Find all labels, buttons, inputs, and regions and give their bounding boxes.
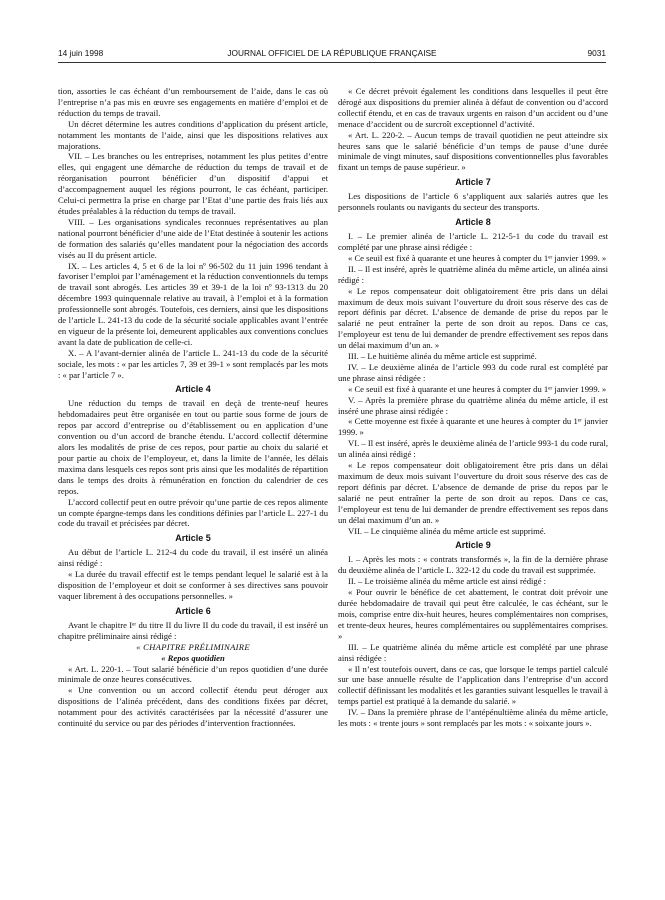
- paragraph: « Cette moyenne est fixée à quarante et une heures à compter du 1ᵉʳ janvier 1999. »: [338, 416, 608, 438]
- paragraph: I. – Le premier alinéa de l’article L. 212-5-1 du code du travail est complété par une phrase ainsi rédigée :: [338, 231, 608, 252]
- page-number: 9031: [587, 48, 606, 58]
- paragraph: VI. – Il est inséré, après le deuxième alinéa de l’article 993-1 du code rural, un alinéa ainsi rédigé :: [338, 438, 608, 460]
- article-heading: Article 8: [455, 217, 491, 228]
- paragraph: V. – Après la première phrase du quatrième alinéa du même article, il est inséré une phrase ainsi rédigée :: [338, 394, 608, 416]
- header-rule: [58, 62, 606, 63]
- article-heading: Article 6: [175, 605, 211, 616]
- paragraph: « Ce seuil est fixé à quarante et une heures à compter du 1ᵉʳ janvier 1999. »: [348, 383, 607, 394]
- paragraph: « La durée du travail effectif est le temps pendant lequel le salarié est à la disposition de l’employeur et doit se conformer à ses directives sans pouvoir vaquer librement à des occupations personnelles. »: [58, 569, 328, 601]
- paragraph: IV. – Dans la première phrase de l’antépénultième alinéa du même article, les mots : « trente jours » sont remplacés par les mots : « soixante jours ».: [338, 707, 608, 729]
- paragraph: « Une convention ou un accord collectif étendu peut déroger aux dispositions de l’alinéa précédent, dans des conditions fixées par décret, notamment pour des activités caractérisées par la nécessité d’assurer une continuité du service ou par des périodes d’intervention fractionnées.: [58, 685, 328, 729]
- paragraph: L’accord collectif peut en outre prévoir qu’une partie de ces repos alimente un compte épargne-temps dans les conditions définies par l’article L. 227-1 du code du travail et précisées par décret.: [58, 496, 328, 529]
- paragraph: VIII. – Les organisations syndicales reconnues représentatives au plan national pourront bénéficier d’une aide de l’Etat destinée à soutenir les actions de formation des salariés qu’elles mandatent pour la négociation des accords visés au II du présent article.: [58, 216, 328, 260]
- chapter-heading: « CHAPITRE PRÉLIMINAIRE: [136, 641, 250, 652]
- paragraph: « Ce seuil est fixé à quarante et une heures à compter du 1ᵉʳ janvier 1999. »: [348, 252, 607, 263]
- paragraph: Au début de l’article L. 212-4 du code du travail, il est inséré un alinéa ainsi rédigé :: [58, 547, 328, 569]
- article-heading: Article 4: [175, 384, 211, 395]
- left-column: [58, 86, 328, 876]
- paragraph: III. – Le huitième alinéa du même article est supprimé.: [348, 351, 537, 362]
- paragraph: II. – Le troisième alinéa du même article est ainsi rédigé :: [348, 576, 547, 587]
- paragraph: « Ce décret prévoit également les conditions dans lesquelles il peut être dérogé aux dispositions du premier alinéa à défaut de convention ou d’accord collectif étendu, et en cas de travaux urgents en raison d’un accident ou d’une menace d’accident ou de surcroît exceptionnel d’activité.: [338, 86, 608, 129]
- paragraph: X. – A l’avant-dernier alinéa de l’article L. 241-13 du code de la sécurité sociale, les mots : « par les articles 7, 39 et 39-1 » sont remplacés par les mots : « par l’article 7 ».: [58, 347, 328, 380]
- paragraph: « Le repos compensateur doit obligatoirement être pris dans un délai maximum de deux mois suivant l’ouverture du droit sous réserve des cas de report définis par décret. L’absence de demande de prise du repos par le salarié ne peut entraîner la perte de son droit au repos. Dans ce cas, l’employeur est tenu de lui demander de prendre effectivement ses repos dans un délai maximum d’un an. »: [338, 460, 608, 525]
- paragraph: III. – Le quatrième alinéa du même article est complété par une phrase ainsi rédigée :: [338, 641, 608, 663]
- paragraph: « Art. L. 220-1. – Tout salarié bénéficie d’un repos quotidien d’une durée minimale de onze heures consécutives.: [58, 663, 328, 685]
- paragraph: Avant le chapitre Iᵉʳ du titre II du livre II du code du travail, il est inséré un chapitre préliminaire ainsi rédigé :: [58, 619, 328, 641]
- section-heading: « Repos quotidien: [161, 652, 225, 663]
- paragraph: VII. – Les branches ou les entreprises, notamment les plus petites d’entre elles, qui engagent une démarche de réduction du temps de travail et de réorganisation pourront bénéficier d’un dispositif d’appui et d’accompagnement auquel les régions pourront, le cas échéant, participer. Celui-ci permettra la prise en charge par l’Etat d’une partie des frais liés aux études préalables à la réduction du temps de travail.: [58, 151, 328, 216]
- journal-title: JOURNAL OFFICIEL DE LA RÉPUBLIQUE FRANÇAISE: [227, 48, 437, 58]
- publication-date: 14 juin 1998: [58, 48, 104, 58]
- paragraph: IV. – Le deuxième alinéa de l’article 993 du code rural est complété par une phrase ainsi rédigée :: [338, 361, 608, 383]
- article-heading: Article 5: [175, 533, 211, 544]
- paragraph: VII. – Le cinquième alinéa du même article est supprimé.: [348, 525, 546, 536]
- paragraph: Un décret détermine les autres conditions d’application du présent article, notamment les montants de l’aide, ainsi que les dispositions relatives aux majorations.: [58, 118, 328, 151]
- paragraph: « Il n’est toutefois ouvert, dans ce cas, que lorsque le temps partiel calculé sur une base annuelle résulte de l’application dans l’entreprise d’un accord collectif définissant les modalités et les garanties suivant lesquelles le travail à temps partiel est pratiqué à la demande du salarié. »: [338, 663, 608, 707]
- page-header: [58, 48, 606, 62]
- paragraph: « Art. L. 220-2. – Aucun temps de travail quotidien ne peut atteindre six heures sans que le salarié bénéficie d’un temps de pause d’une durée minimale de vingt minutes, sauf dispositions conventionnelles plus favorables fixant un temps de pause supérieur. »: [338, 129, 608, 173]
- paragraph: tion, assorties le cas échéant d’un remboursement de l’aide, dans le cas où l’entreprise n’a pas mis en œuvre ses engagements en matière d’emploi et de réduction du temps de travail.: [58, 86, 328, 118]
- paragraph: Une réduction du temps de travail en deçà de trente-neuf heures hebdomadaires peut être organisée en tout ou partie sous forme de jours de repos par accord d’entreprise ou d’établissement ou en application d’une convention ou d’un accord de branche étendu. L’accord collectif détermine alors les modalités de prise de ces repos, pour partie au choix du salarié et pour partie au choix de l’employeur, et, dans la limite de l’année, les délais maxima dans lesquels ces repos sont pris ainsi que les modalités de répartition dans le temps des droits à rémunération en fonction du calendrier de ces repos.: [58, 398, 328, 496]
- paragraph: II. – Il est inséré, après le quatrième alinéa du même article, un alinéa ainsi rédigé :: [338, 263, 608, 285]
- right-column: [338, 86, 608, 876]
- article-heading: Article 7: [455, 177, 491, 188]
- article-heading: Article 9: [455, 540, 491, 551]
- paragraph: Les dispositions de l’article 6 s’appliquent aux salariés autres que les personnels roulants ou navigants du secteur des transports.: [338, 191, 608, 213]
- paragraph: IX. – Les articles 4, 5 et 6 de la loi nº 96-502 du 11 juin 1996 tendant à favoriser l’emploi par l’aménagement et la réduction conventionnels du temps de travail sont abrogés. Les articles 39 et 39-1 de la loi nº 93-1313 du 20 décembre 1993 quinquennale relative au travail, à l’emploi et à la formation professionnelle sont abrogés. Toutefois, ces derniers, ainsi que les dispositions de l’article L. 241-13 du code de la sécurité sociale applicables avant l’entrée en vigueur de la présente loi, demeurent applicables aux conventions conclues avant la date de publication de celle-ci.: [58, 260, 328, 347]
- paragraph: « Pour ouvrir le bénéfice de cet abattement, le contrat doit prévoir une durée hebdomadaire de travail qui peut être calculée, le cas échéant, sur le mois, comprise entre dix-huit heures, heures complémentaires non comprises, et trente-deux heures, heures complémentaires ou supplémentaires comprises. »: [338, 587, 608, 641]
- paragraph: « Le repos compensateur doit obligatoirement être pris dans un délai maximum de deux mois suivant l’ouverture du droit sous réserve des cas de report définis par décret. L’absence de demande de prise du repos par le salarié ne peut entraîner la perte de son droit au repos. Dans ce cas, l’employeur est tenu de lui demander de prendre effectivement ses repos dans un délai maximum d’un an. »: [338, 285, 608, 351]
- paragraph: I. – Après les mots : « contrats transformés », la fin de la dernière phrase du deuxième alinéa de l’article L. 322-12 du code du travail est supprimée.: [338, 554, 608, 576]
